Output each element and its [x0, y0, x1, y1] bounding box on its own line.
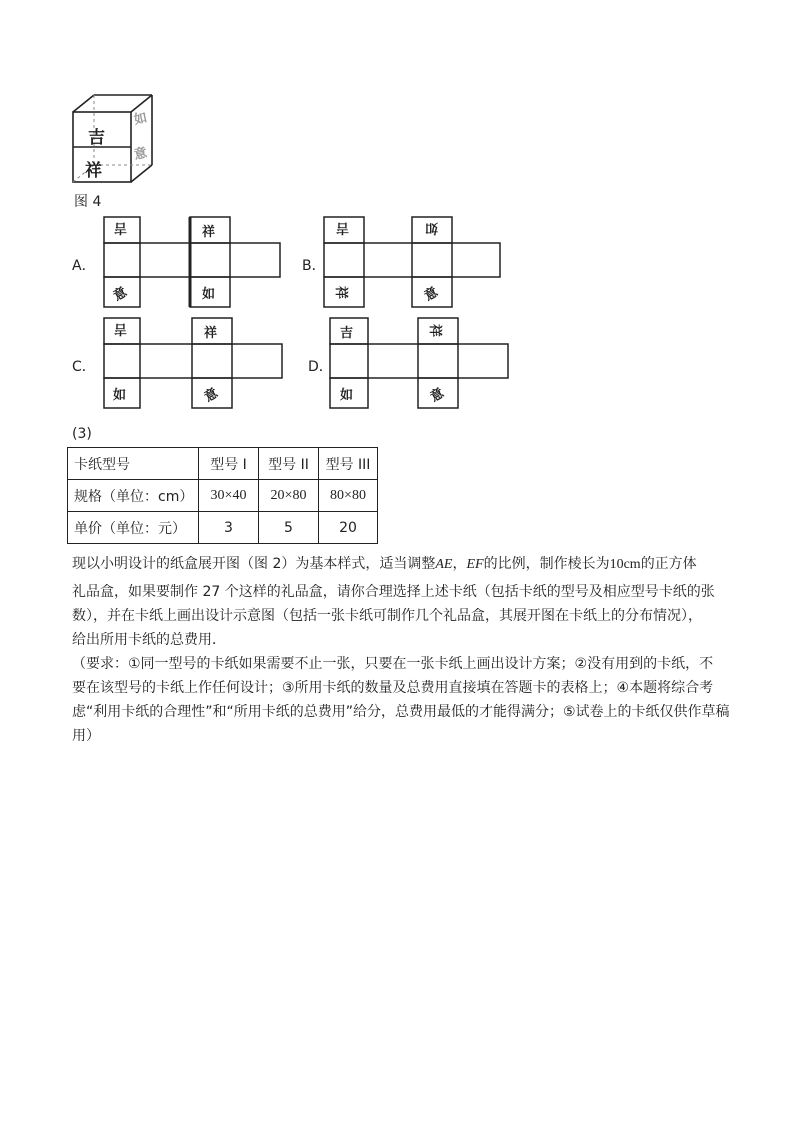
part-label: (3) [72, 426, 92, 442]
problem-line-1 [72, 552, 697, 577]
problem-line-3: 数），并在卡纸上画出设计示意图（包括一张卡纸可制作几个礼品盒，其展开图在卡纸上的分布情况）， [72, 608, 702, 624]
table-header-row [68, 448, 378, 480]
problem-text: 的正方体 [640, 556, 697, 572]
table-cell: 3 [199, 512, 259, 544]
var-ae: AE [435, 557, 453, 572]
requirement-line-2: 要在该型号的卡纸上作任何设计；③所用卡纸的数量及总费用直接填在答题卡的表格上；④本题将综合考 [72, 680, 714, 696]
figure-label: 图 4 [74, 194, 102, 210]
option-d-cell-2: 祥 [427, 324, 442, 338]
option-a-cell-3: 意 [110, 284, 130, 305]
option-a-cell-2: 祥 [202, 225, 216, 240]
option-c-net [100, 316, 286, 412]
option-d-cell-3: 如 [340, 388, 354, 403]
problem-text: 现以小明设计的纸盒展开图（图 2）为基本样式，适当调整 [72, 556, 436, 572]
requirement-line-3: 虑“利用卡纸的合理性”和“所用卡纸的总费用”给分，总费用最低的才能得满分；⑤试卷上的卡纸仅供作草稿 [72, 704, 730, 720]
option-b-cell-4: 意 [421, 284, 441, 305]
option-a-net [100, 215, 284, 311]
table-row [68, 512, 378, 544]
separator: ， [452, 556, 467, 572]
option-d-cell-4: 意 [427, 385, 447, 406]
option-b-cell-3: 祥 [333, 286, 348, 300]
spec-table [67, 447, 378, 544]
cube-side-char-top: 如 [132, 110, 149, 129]
table-cell: 单价（单位：元） [68, 512, 199, 544]
table-cell: 80×80 [319, 480, 378, 512]
requirement-line-4: 用） [72, 728, 100, 744]
problem-text: 的比例，制作棱长为 [483, 556, 610, 572]
table-cell: 5 [259, 512, 319, 544]
option-d-net [326, 316, 512, 412]
option-c-cell-1: 吉 [113, 321, 127, 336]
var-ef: EF [466, 557, 484, 572]
table-cell: 20×80 [259, 480, 319, 512]
option-a-cell-1: 吉 [113, 220, 127, 235]
table-header-cell: 型号 III [319, 448, 378, 480]
table-header-cell: 卡纸型号 [68, 448, 199, 480]
option-d-cell-1: 吉 [340, 326, 354, 341]
option-a-label: A． [72, 258, 96, 274]
cube-figure [70, 92, 160, 188]
cube-front-char-top: 吉 [88, 128, 105, 148]
table-header-cell: 型号 II [259, 448, 319, 480]
table-header-cell: 型号 I [199, 448, 259, 480]
table-cell: 规格（单位：cm） [68, 480, 199, 512]
option-b-cell-1: 吉 [335, 220, 349, 235]
option-b-net [320, 215, 504, 311]
option-a-cell-4: 如 [202, 287, 216, 302]
option-c-cell-4: 意 [201, 385, 221, 406]
table-cell: 20 [319, 512, 378, 544]
cube-front-char-bottom: 祥 [85, 161, 102, 181]
option-b-cell-2: 如 [424, 220, 438, 235]
problem-line-4: 给出所用卡纸的总费用． [72, 632, 226, 648]
option-b-label: B． [302, 258, 326, 274]
option-c-cell-2: 祥 [204, 326, 218, 341]
option-c-cell-3: 如 [113, 388, 127, 403]
option-c-label: C． [72, 359, 96, 375]
table-cell: 30×40 [199, 480, 259, 512]
option-d-label: D． [308, 359, 333, 375]
table-row [68, 480, 378, 512]
cube-side-char-bottom: 意 [132, 145, 149, 164]
edge-length: 10cm [609, 557, 641, 572]
requirement-line-1: （要求：①同一型号的卡纸如果需要不止一张，只要在一张卡纸上画出设计方案；②没有用到的卡纸，不 [72, 656, 714, 672]
problem-line-2: 礼品盒，如果要制作 27 个这样的礼品盒，请你合理选择上述卡纸（包括卡纸的型号及相应型号卡纸的张 [72, 584, 715, 600]
